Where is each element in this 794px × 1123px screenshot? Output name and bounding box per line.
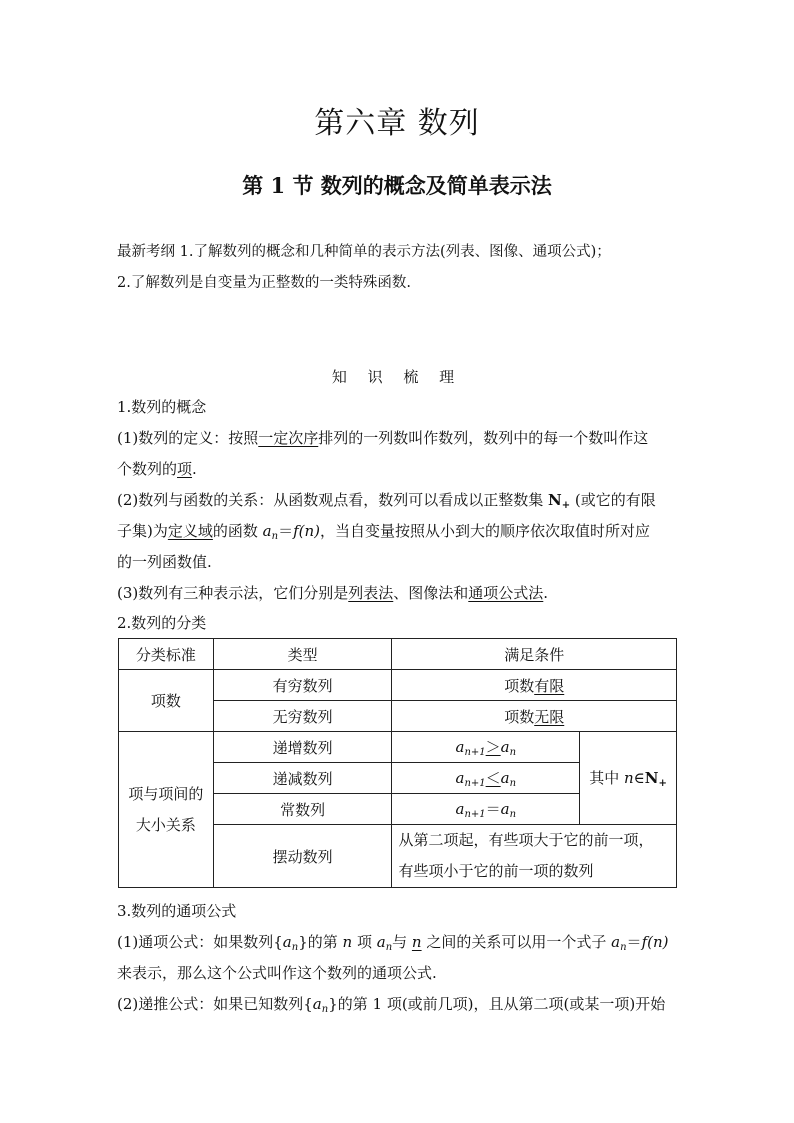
table-cell: 无穷数列 xyxy=(213,701,392,732)
table-cell: $a_{n+1}>a_n$ xyxy=(392,732,580,763)
s3-p1-line1: (1)通项公式：如果数列$\{a_n\}$的第 n 项 $a_n$与 n 之间的关系可以用一个式子 $a_n=f(n)$ xyxy=(117,933,669,953)
table-cell: 常数列 xyxy=(213,794,392,825)
s3-p2-line1: (2)递推公式：如果已知数列$\{a_n\}$的第 1 项(或前几项)，且从第二项(或某一项)开始 xyxy=(117,995,666,1015)
table-cell: 项数有限 xyxy=(392,670,677,701)
s1-p1-line1: (1)数列的定义：按照一定次序排列的一列数叫作数列，数列中的每一个数叫作这 xyxy=(117,429,649,447)
table-row xyxy=(119,732,677,763)
table-cell: 有穷数列 xyxy=(213,670,392,701)
table-cell: 摆动数列 xyxy=(213,825,392,888)
chapter-title: 第六章 数列 xyxy=(314,106,480,141)
underline-answer: 通项公式法 xyxy=(468,584,544,602)
section-2-heading: 2.数列的分类 xyxy=(117,614,207,632)
s1-p2-line3: 的一列函数值. xyxy=(117,553,212,571)
underline-answer: 有限 xyxy=(534,676,565,695)
table-cell: $a_{n+1}<a_n$ xyxy=(392,763,580,794)
section-title: 第 1 节 数列的概念及简单表示法 xyxy=(242,173,552,198)
kaogang-line-1: 最新考纲 1.了解数列的概念和几种简单的表示方法(列表、图像、通项公式)； xyxy=(117,244,611,260)
table-cell: 项数 xyxy=(119,670,214,732)
table-header: 分类标准 xyxy=(119,639,214,670)
classification-table xyxy=(118,638,677,888)
table-cell: 从第二项起，有些项大于它的前一项， 有些项小于它的前一项的数列 xyxy=(392,825,677,888)
table-cell: 项与项间的 大小关系 xyxy=(119,732,214,888)
s1-p1-line2: 个数列的项. xyxy=(117,460,197,478)
section-3-heading: 3.数列的通项公式 xyxy=(117,902,237,920)
zhishi-heading: 知 识 梳 理 xyxy=(331,368,463,386)
table-cell: 项数无限 xyxy=(392,701,677,732)
underline-answer: 项 xyxy=(177,460,193,478)
underline-answer: n xyxy=(411,933,422,951)
s3-p1-line2: 来表示，那么这个公式叫作这个数列的通项公式. xyxy=(117,964,437,982)
s1-p2-line1: (2)数列与函数的关系：从函数观点看，数列可以看成以正整数集 $N_+$ (或它的有限 xyxy=(117,491,656,511)
table-cell: 其中 $n\in N_+$ xyxy=(580,732,677,825)
underline-answer: ＜ xyxy=(485,769,501,787)
underline-answer: 无限 xyxy=(534,707,565,726)
underline-answer: 列表法 xyxy=(348,584,394,602)
underline-answer: ＞ xyxy=(485,738,501,756)
table-cell: 递增数列 xyxy=(213,732,392,763)
underline-answer: 一定次序 xyxy=(258,429,319,447)
table-row xyxy=(119,670,677,701)
section-1-heading: 1.数列的概念 xyxy=(117,398,207,416)
table-row xyxy=(119,639,677,670)
kaogang-line-2: 2.了解数列是自变量为正整数的一类特殊函数. xyxy=(117,275,411,291)
table-cell: 递减数列 xyxy=(213,763,392,794)
table-cell: $a_{n+1}=a_n$ xyxy=(392,794,580,825)
table-header: 满足条件 xyxy=(392,639,677,670)
s1-p2-line2: 子集)为定义域的函数 $a_n=f(n)$，当自变量按照从小到大的顺序依次取值时所对应 xyxy=(117,522,651,542)
table-header: 类型 xyxy=(213,639,392,670)
s1-p3: (3)数列有三种表示法，它们分别是列表法、图像法和通项公式法. xyxy=(117,584,549,602)
underline-answer: 定义域 xyxy=(167,522,213,540)
